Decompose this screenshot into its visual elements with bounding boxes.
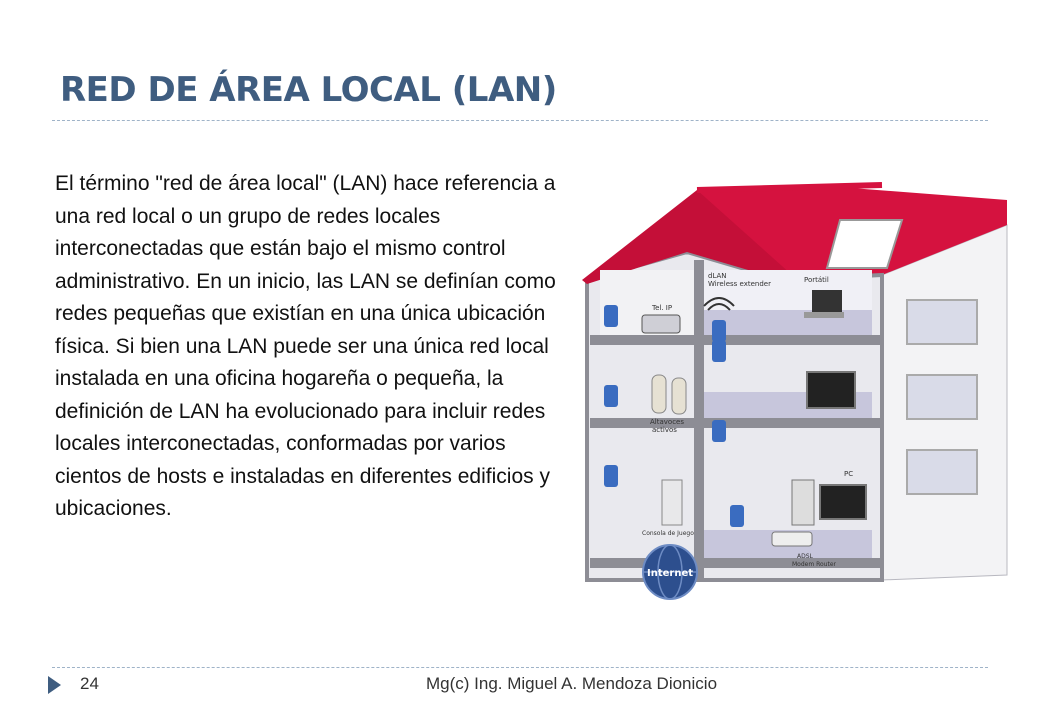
label-adsl: ADSL [797, 553, 813, 560]
ip-phone-icon [642, 315, 680, 333]
monitor-icon [820, 485, 866, 519]
footer-author: Mg(c) Ing. Miguel A. Mendoza Dionicio [426, 674, 718, 693]
floor-plane [704, 310, 872, 335]
lan-house-diagram [582, 180, 1012, 600]
label-altavoces-2: activos [652, 426, 677, 434]
title-divider [52, 120, 988, 121]
speaker-icon [672, 378, 686, 414]
label-pc: PC [844, 470, 854, 478]
slide-title: RED DE ÁREA LOCAL (LAN) [60, 70, 557, 110]
label-dlan: dLAN [708, 272, 727, 280]
window [907, 300, 977, 344]
pc-tower-icon [792, 480, 814, 525]
dlan-adapter-icon [604, 305, 618, 327]
dlan-adapter-icon [712, 340, 726, 362]
laptop-base [804, 312, 844, 318]
wireless-extender-icon [712, 320, 726, 342]
page-number: 24 [80, 674, 99, 693]
router-icon [772, 532, 812, 546]
label-consola: Consola de Juego [642, 530, 694, 537]
divider-wall [694, 260, 704, 580]
footer-arrow-icon [48, 676, 61, 694]
floor-line [590, 335, 880, 345]
label-internet: Internet [646, 568, 694, 579]
speaker-icon [652, 375, 666, 413]
floor-line [590, 558, 880, 568]
body-paragraph: El término "red de área local" (LAN) hace referencia a una red local o un grupo de redes locales interconectadas que están bajo el mismo control administrativo. En un inicio, las LAN se definían como redes pequeñas que existían en una única ubicación física. Si bien una LAN puede ser una única red local instalada en una oficina hogareña o pequeña, la definición de LAN ha evolucionado para incluir redes locales interconectadas, conformadas por varios cientos de hosts e instaladas en diferentes edificios y ubicaciones. [55, 172, 556, 520]
dlan-adapter-icon [712, 420, 726, 442]
floor-line [590, 418, 880, 428]
game-console-icon [662, 480, 682, 525]
label-altavoces: Altavoces [650, 418, 684, 426]
dlan-adapter-icon [604, 385, 618, 407]
footer-divider [52, 667, 988, 668]
window [907, 450, 977, 494]
dlan-adapter-icon [730, 505, 744, 527]
label-modem-router: Modem Router [792, 561, 836, 568]
label-portatil: Portátil [804, 276, 829, 284]
laptop-icon [812, 290, 842, 312]
window [907, 375, 977, 419]
label-tel-ip: Tel. IP [652, 304, 673, 312]
dlan-adapter-icon [604, 465, 618, 487]
label-dlan-extender: Wireless extender [708, 280, 771, 288]
tv-icon [807, 372, 855, 408]
